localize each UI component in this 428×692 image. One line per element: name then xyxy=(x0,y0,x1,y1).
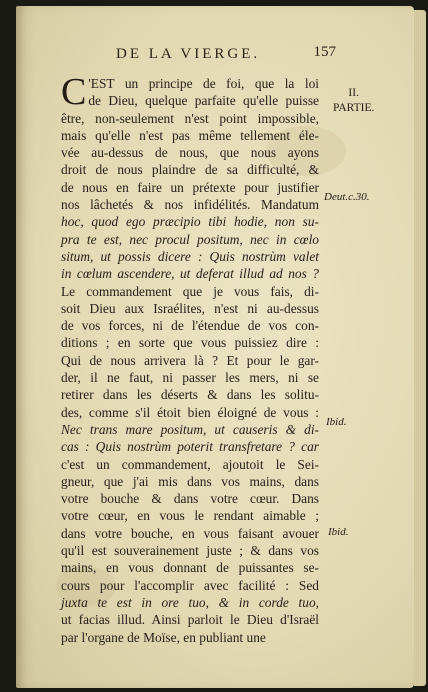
text-line: gneur, que j'ai mis dans vos mains, dans xyxy=(61,473,319,489)
text-line: ditions ; en sorte que vous puissiez dire : xyxy=(61,335,319,351)
margin-reference-ibid: Ibid. xyxy=(328,526,349,538)
text-line: nos lâchetés & nos infidélités. Mandatum xyxy=(61,197,319,213)
part-number: II. xyxy=(348,87,359,99)
text-line: mains, en vous donnant de puissantes se- xyxy=(61,560,319,576)
margin-reference-ibid: Ibid. xyxy=(326,416,347,428)
margin-part-marker xyxy=(333,86,374,116)
text-line-latin: hoc, quod ego præcipio tibi hodie, non su- xyxy=(61,214,319,230)
text-line: Le commandement que je vous fais, di- xyxy=(61,283,319,299)
text-line: cours pour l'accomplir avec facilité : Sed xyxy=(61,577,319,593)
running-title: DE LA VIERGE. xyxy=(116,46,261,62)
text-line: Qui de nous arrivera là ? Et pour le gar- xyxy=(61,352,319,368)
page-number: 157 xyxy=(313,44,336,60)
text-line-latin: juxta te est in ore tuo, & in corde tuo, xyxy=(61,594,319,610)
drop-cap: C xyxy=(61,71,87,113)
text-line: de nous en faire un prétexte pour justifier xyxy=(61,179,319,195)
margin-reference-deut: Deut.c.30. xyxy=(324,191,370,203)
text-line-latin: Nec trans mare positum, ut causeris & di- xyxy=(61,421,319,437)
text-line: être, non-seulement n'est point impossible, xyxy=(61,110,319,126)
text-line: votre bouche & dans votre cœur. Dans xyxy=(61,491,319,507)
text-line: ut facias illud. Ainsi parloit le Dieu d'Israël xyxy=(61,612,319,628)
text-line: vée au-dessus de nous, que nous ayons xyxy=(61,145,319,161)
page-header xyxy=(56,44,356,70)
text-line-latin: pra te est, nec procul positum, nec in cœlo xyxy=(61,231,319,247)
text-line: votre cœur, en vous le rendant aimable ; xyxy=(61,508,319,524)
text-line-latin: situm, ut possis dicere : Quis nostrùm valet xyxy=(61,248,319,264)
text-line: droit de nous plaindre de sa difficulté, & xyxy=(61,162,319,178)
text-line: c'est un commandement, ajoutoit le Sei- xyxy=(61,456,319,472)
text-line-latin: cas : Quis nostrùm poterit transfretare ? car xyxy=(61,439,319,455)
text-line: mais qu'elle n'est pas même tellement éle- xyxy=(61,127,319,143)
text-line: des, comme s'il étoit bien éloigné de vous : xyxy=(61,404,319,420)
text-line-latin: in cœlum ascendere, ut deferat illud ad nos ? xyxy=(61,266,319,282)
first-line-text: 'EST un principe de foi, que la loi xyxy=(88,76,319,91)
page-fore-edge xyxy=(414,10,426,686)
text-line: qu'il est souverainement juste ; & dans vos xyxy=(61,543,319,559)
text-line: par l'organe de Moïse, en publiant une xyxy=(61,629,266,645)
text-line: retirer dans les déserts & dans les solitu- xyxy=(61,387,319,403)
text-line: soit Dieu aux Israélites, n'est ni au-dessus xyxy=(61,300,319,316)
part-label: PARTIE. xyxy=(333,102,375,114)
text-line: dans votre bouche, en vous faisant avouer xyxy=(61,525,319,541)
body-text xyxy=(61,71,319,646)
text-line: de vos forces, ni de l'étendue de vos con- xyxy=(61,318,319,334)
text-line: de Dieu, quelque parfaite qu'elle puisse xyxy=(88,93,319,109)
text-line: der, il ne faut, ni passer les mers, ni se xyxy=(61,370,319,386)
